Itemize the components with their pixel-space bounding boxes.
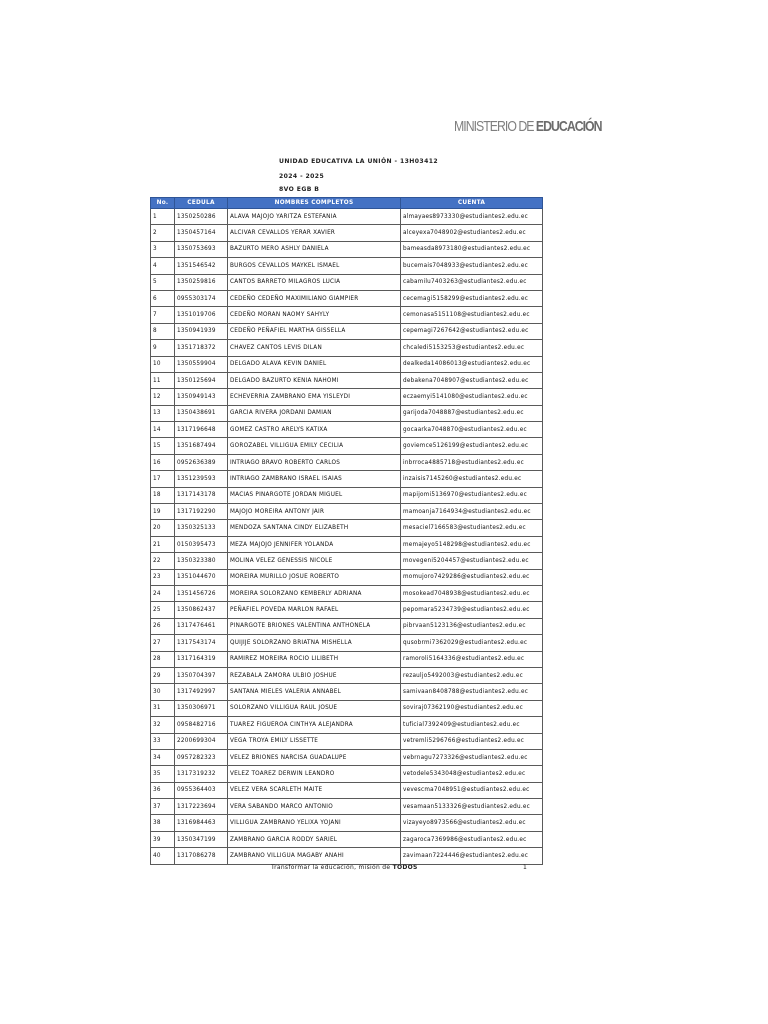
row-number: 8	[151, 323, 175, 339]
account-email-cell: pepomara5234739@estudiantes2.edu.ec	[401, 602, 543, 618]
account-email-cell: soviraj07362190@estudiantes2.edu.ec	[401, 700, 543, 716]
row-number: 10	[151, 356, 175, 372]
student-name-cell: VEGA TROYA EMILY LISSETTE	[228, 733, 401, 749]
cedula-cell: 1350704397	[175, 667, 228, 683]
student-name-cell: MACIAS PINARGOTE JORDAN MIGUEL	[228, 487, 401, 503]
table-row	[151, 225, 543, 241]
row-number: 27	[151, 635, 175, 651]
account-email-cell: mesaciel7166583@estudiantes2.edu.ec	[401, 520, 543, 536]
student-name-cell: VELEZ VERA SCARLETH MAITE	[228, 782, 401, 798]
account-email-cell: garijoda7048887@estudiantes2.edu.ec	[401, 405, 543, 421]
cedula-cell: 1351239593	[175, 471, 228, 487]
student-name-cell: VERA SABANDO MARCO ANTONIO	[228, 799, 401, 815]
table-row	[151, 209, 543, 225]
student-name-cell: VELEZ TOAREZ DERWIN LEANDRO	[228, 766, 401, 782]
row-number: 15	[151, 438, 175, 454]
cedula-cell: 1317164319	[175, 651, 228, 667]
cedula-cell: 1317223694	[175, 799, 228, 815]
row-number: 21	[151, 536, 175, 552]
cedula-cell: 1351718372	[175, 340, 228, 356]
table-row	[151, 290, 543, 306]
table-row	[151, 405, 543, 421]
table-row	[151, 323, 543, 339]
account-email-cell: goviemce5126199@estudiantes2.edu.ec	[401, 438, 543, 454]
row-number: 5	[151, 274, 175, 290]
cedula-cell: 1351546542	[175, 258, 228, 274]
cedula-cell: 1351044670	[175, 569, 228, 585]
account-email-cell: debakena7048907@estudiantes2.edu.ec	[401, 372, 543, 388]
table-row	[151, 733, 543, 749]
row-number: 17	[151, 471, 175, 487]
row-number: 2	[151, 225, 175, 241]
table-row	[151, 749, 543, 765]
student-name-cell: CEDEÑO PEÑAFIEL MARTHA GISSELLA	[228, 323, 401, 339]
table-row	[151, 684, 543, 700]
row-number: 12	[151, 389, 175, 405]
row-number: 36	[151, 782, 175, 798]
cedula-cell: 1350949143	[175, 389, 228, 405]
table-body	[151, 209, 543, 865]
table-row	[151, 471, 543, 487]
cedula-cell: 1350438691	[175, 405, 228, 421]
account-email-cell: zagaroca7369986@estudiantes2.edu.ec	[401, 831, 543, 847]
row-number: 18	[151, 487, 175, 503]
table-row	[151, 700, 543, 716]
footer-slogan-text: Transformar la educación, misión de	[271, 864, 393, 871]
cedula-cell: 1317543174	[175, 635, 228, 651]
student-name-cell: MOREIRA MURILLO JOSUE ROBERTO	[228, 569, 401, 585]
cedula-cell: 1317492997	[175, 684, 228, 700]
account-email-cell: vizayeyo8973566@estudiantes2.edu.ec	[401, 815, 543, 831]
table-row	[151, 651, 543, 667]
cedula-cell: 1317319232	[175, 766, 228, 782]
school-year: 2024 - 2025	[279, 173, 325, 180]
column-header-number: No.	[151, 198, 175, 209]
cedula-cell: 1350559904	[175, 356, 228, 372]
row-number: 7	[151, 307, 175, 323]
cedula-cell: 1350457164	[175, 225, 228, 241]
table-row	[151, 766, 543, 782]
student-name-cell: RAMIREZ MOREIRA ROCIO LILIBETH	[228, 651, 401, 667]
table-row	[151, 618, 543, 634]
row-number: 29	[151, 667, 175, 683]
account-email-cell: vetodele5343048@estudiantes2.edu.ec	[401, 766, 543, 782]
table-row	[151, 356, 543, 372]
column-header-names: NOMBRES COMPLETOS	[228, 198, 401, 209]
account-email-cell: eczaemyi5141080@estudiantes2.edu.ec	[401, 389, 543, 405]
table-row	[151, 520, 543, 536]
cedula-cell: 1350259816	[175, 274, 228, 290]
account-email-cell: mapijomi5136970@estudiantes2.edu.ec	[401, 487, 543, 503]
student-name-cell: SOLORZANO VILLIGUA RAUL JOSUE	[228, 700, 401, 716]
cedula-cell: 0957282323	[175, 749, 228, 765]
account-email-cell: mosokead7048938@estudiantes2.edu.ec	[401, 585, 543, 601]
row-number: 40	[151, 848, 175, 864]
row-number: 1	[151, 209, 175, 225]
student-name-cell: MAJOJO MOREIRA ANTONY JAIR	[228, 504, 401, 520]
row-number: 32	[151, 717, 175, 733]
cedula-cell: 2200699304	[175, 733, 228, 749]
student-name-cell: MENDOZA SANTANA CINDY ELIZABETH	[228, 520, 401, 536]
footer-slogan	[271, 864, 418, 871]
table-row	[151, 602, 543, 618]
account-email-cell: vebrnagu7273326@estudiantes2.edu.ec	[401, 749, 543, 765]
cedula-cell: 1317476461	[175, 618, 228, 634]
student-name-cell: INTRIAGO ZAMBRANO ISRAEL ISAIAS	[228, 471, 401, 487]
student-name-cell: GOROZABEL VILLIGUA EMILY CECILIA	[228, 438, 401, 454]
table-row	[151, 504, 543, 520]
student-name-cell: INTRIAGO BRAVO ROBERTO CARLOS	[228, 454, 401, 470]
account-email-cell: almayaes8973330@estudiantes2.edu.ec	[401, 209, 543, 225]
column-header-account: CUENTA	[401, 198, 543, 209]
account-email-cell: inzaisis7145260@estudiantes2.edu.ec	[401, 471, 543, 487]
cedula-cell: 1317196648	[175, 422, 228, 438]
ministerio-logo	[454, 110, 602, 144]
account-email-cell: inbrroca4885718@estudiantes2.edu.ec	[401, 454, 543, 470]
row-number: 14	[151, 422, 175, 438]
row-number: 11	[151, 372, 175, 388]
table-row	[151, 667, 543, 683]
cedula-cell: 1351019706	[175, 307, 228, 323]
cedula-cell: 0958482716	[175, 717, 228, 733]
table-row	[151, 553, 543, 569]
cedula-cell: 1317143178	[175, 487, 228, 503]
row-number: 26	[151, 618, 175, 634]
cedula-cell: 0952636389	[175, 454, 228, 470]
student-name-cell: GOMEZ CASTRO ARELYS KATIXA	[228, 422, 401, 438]
footer-slogan-bold: TODOS	[392, 864, 418, 871]
table-row	[151, 372, 543, 388]
table-row	[151, 422, 543, 438]
student-name-cell: PINARGOTE BRIONES VALENTINA ANTHONELA	[228, 618, 401, 634]
account-email-cell: movegeni5204457@estudiantes2.edu.ec	[401, 553, 543, 569]
table-row	[151, 585, 543, 601]
table-row	[151, 536, 543, 552]
row-number: 16	[151, 454, 175, 470]
account-email-cell: gocaarka7048870@estudiantes2.edu.ec	[401, 422, 543, 438]
student-name-cell: BURGOS CEVALLOS MAYKEL ISMAEL	[228, 258, 401, 274]
row-number: 33	[151, 733, 175, 749]
table-row	[151, 340, 543, 356]
table-row	[151, 454, 543, 470]
row-number: 31	[151, 700, 175, 716]
row-number: 38	[151, 815, 175, 831]
cedula-cell: 1350250286	[175, 209, 228, 225]
account-email-cell: cabamilu7403263@estudiantes2.edu.ec	[401, 274, 543, 290]
row-number: 19	[151, 504, 175, 520]
account-email-cell: vevescma7048951@estudiantes2.edu.ec	[401, 782, 543, 798]
cedula-cell: 1317086278	[175, 848, 228, 864]
account-email-cell: chcaledi5153253@estudiantes2.edu.ec	[401, 340, 543, 356]
table-row	[151, 307, 543, 323]
row-number: 34	[151, 749, 175, 765]
table-row	[151, 389, 543, 405]
student-name-cell: ALCIVAR CEVALLOS YERAR XAVIER	[228, 225, 401, 241]
student-name-cell: ZAMBRANO GARCIA RODDY SARIEL	[228, 831, 401, 847]
logo-text-strong: EDUCACIÓN	[535, 118, 602, 135]
account-email-cell: pibrvaan5123136@estudiantes2.edu.ec	[401, 618, 543, 634]
row-number: 24	[151, 585, 175, 601]
cedula-cell: 1351687494	[175, 438, 228, 454]
account-email-cell: zavimaan7224446@estudiantes2.edu.ec	[401, 848, 543, 864]
row-number: 3	[151, 241, 175, 257]
row-number: 25	[151, 602, 175, 618]
account-email-cell: mamoanja7164934@estudiantes2.edu.ec	[401, 504, 543, 520]
cedula-cell: 1350941939	[175, 323, 228, 339]
cedula-cell: 1350323380	[175, 553, 228, 569]
account-email-cell: cecemagi5158299@estudiantes2.edu.ec	[401, 290, 543, 306]
student-roster-table	[150, 197, 543, 865]
cedula-cell: 0150395473	[175, 536, 228, 552]
student-name-cell: CEDEÑO MORAN NAOMY SAHYLY	[228, 307, 401, 323]
table-row	[151, 274, 543, 290]
account-email-cell: rezauljo5492003@estudiantes2.edu.ec	[401, 667, 543, 683]
student-name-cell: GARCIA RIVERA JORDANI DAMIAN	[228, 405, 401, 421]
cedula-cell: 1350862437	[175, 602, 228, 618]
cedula-cell: 1351456726	[175, 585, 228, 601]
cedula-cell: 1317192290	[175, 504, 228, 520]
student-name-cell: MEZA MAJOJO JENNIFER YOLANDA	[228, 536, 401, 552]
table-row	[151, 438, 543, 454]
table-header	[151, 198, 543, 209]
row-number: 6	[151, 290, 175, 306]
account-email-cell: ramoroli5164336@estudiantes2.edu.ec	[401, 651, 543, 667]
student-name-cell: ZAMBRANO VILLIGUA MAGABY ANAHI	[228, 848, 401, 864]
table-row	[151, 782, 543, 798]
row-number: 28	[151, 651, 175, 667]
table-row	[151, 487, 543, 503]
row-number: 20	[151, 520, 175, 536]
row-number: 13	[151, 405, 175, 421]
student-name-cell: SANTANA MIELES VALERIA ANNABEL	[228, 684, 401, 700]
student-name-cell: MOLINA VELEZ GENESSIS NICOLE	[228, 553, 401, 569]
account-email-cell: cepemagi7267642@estudiantes2.edu.ec	[401, 323, 543, 339]
table-row	[151, 717, 543, 733]
table-row	[151, 799, 543, 815]
cedula-cell: 1350753693	[175, 241, 228, 257]
cedula-cell: 1350347199	[175, 831, 228, 847]
table-row	[151, 815, 543, 831]
school-name: UNIDAD EDUCATIVA LA UNIÓN - 13H03412	[279, 158, 438, 165]
account-email-cell: vesamaan5133326@estudiantes2.edu.ec	[401, 799, 543, 815]
student-name-cell: VILLIGUA ZAMBRANO YELIXA YOJANI	[228, 815, 401, 831]
cedula-cell: 0955364403	[175, 782, 228, 798]
student-name-cell: QUIJIJE SOLORZANO BRIATNA MISHELLA	[228, 635, 401, 651]
table-row	[151, 635, 543, 651]
account-email-cell: memajeyo5148298@estudiantes2.edu.ec	[401, 536, 543, 552]
account-email-cell: tuficial7392409@estudiantes2.edu.ec	[401, 717, 543, 733]
account-email-cell: bucemais7048933@estudiantes2.edu.ec	[401, 258, 543, 274]
student-name-cell: REZABALA ZAMORA ULBIO JOSHUE	[228, 667, 401, 683]
course-name: 8VO EGB B	[279, 186, 320, 193]
table-row	[151, 258, 543, 274]
student-name-cell: PEÑAFIEL POVEDA MARLON RAFAEL	[228, 602, 401, 618]
student-name-cell: DELGADO ALAVA KEVIN DANIEL	[228, 356, 401, 372]
student-name-cell: CANTOS BARRETO MILAGROS LUCIA	[228, 274, 401, 290]
row-number: 30	[151, 684, 175, 700]
cedula-cell: 1350125694	[175, 372, 228, 388]
account-email-cell: dealkeda14086013@estudiantes2.edu.ec	[401, 356, 543, 372]
table-row	[151, 831, 543, 847]
cedula-cell: 1316984463	[175, 815, 228, 831]
account-email-cell: alceyexa7048902@estudiantes2.edu.ec	[401, 225, 543, 241]
row-number: 22	[151, 553, 175, 569]
account-email-cell: momujoro7429286@estudiantes2.edu.ec	[401, 569, 543, 585]
row-number: 37	[151, 799, 175, 815]
student-name-cell: DELGADO BAZURTO KENIA NAHOMI	[228, 372, 401, 388]
column-header-cedula: CEDULA	[175, 198, 228, 209]
cedula-cell: 1350325133	[175, 520, 228, 536]
account-email-cell: qusobrmi7362029@estudiantes2.edu.ec	[401, 635, 543, 651]
row-number: 9	[151, 340, 175, 356]
cedula-cell: 1350306971	[175, 700, 228, 716]
row-number: 23	[151, 569, 175, 585]
account-email-cell: bameasda8973180@estudiantes2.edu.ec	[401, 241, 543, 257]
account-email-cell: cemonasa5151108@estudiantes2.edu.ec	[401, 307, 543, 323]
account-email-cell: samivaan8408788@estudiantes2.edu.ec	[401, 684, 543, 700]
table-row	[151, 241, 543, 257]
table-row	[151, 569, 543, 585]
logo-text-light: MINISTERIO DE	[454, 118, 536, 135]
table-row	[151, 848, 543, 864]
student-name-cell: MOREIRA SOLORZANO KEMBERLY ADRIANA	[228, 585, 401, 601]
row-number: 35	[151, 766, 175, 782]
row-number: 4	[151, 258, 175, 274]
student-name-cell: VELEZ BRIONES NARCISA GUADALUPE	[228, 749, 401, 765]
row-number: 39	[151, 831, 175, 847]
student-name-cell: ECHEVERRIA ZAMBRANO EMA YISLEYDI	[228, 389, 401, 405]
student-name-cell: BAZURTO MERO ASHLY DANIELA	[228, 241, 401, 257]
cedula-cell: 0955303174	[175, 290, 228, 306]
student-name-cell: ALAVA MAJOJO YARITZA ESTEFANIA	[228, 209, 401, 225]
account-email-cell: vetremli5296766@estudiantes2.edu.ec	[401, 733, 543, 749]
page-number: 1	[523, 864, 527, 871]
student-name-cell: CEDEÑO CEDEÑO MAXIMILIANO GIAMPIER	[228, 290, 401, 306]
student-name-cell: CHAVEZ CANTOS LEVIS DILAN	[228, 340, 401, 356]
student-name-cell: TUAREZ FIGUEROA CINTHYA ALEJANDRA	[228, 717, 401, 733]
